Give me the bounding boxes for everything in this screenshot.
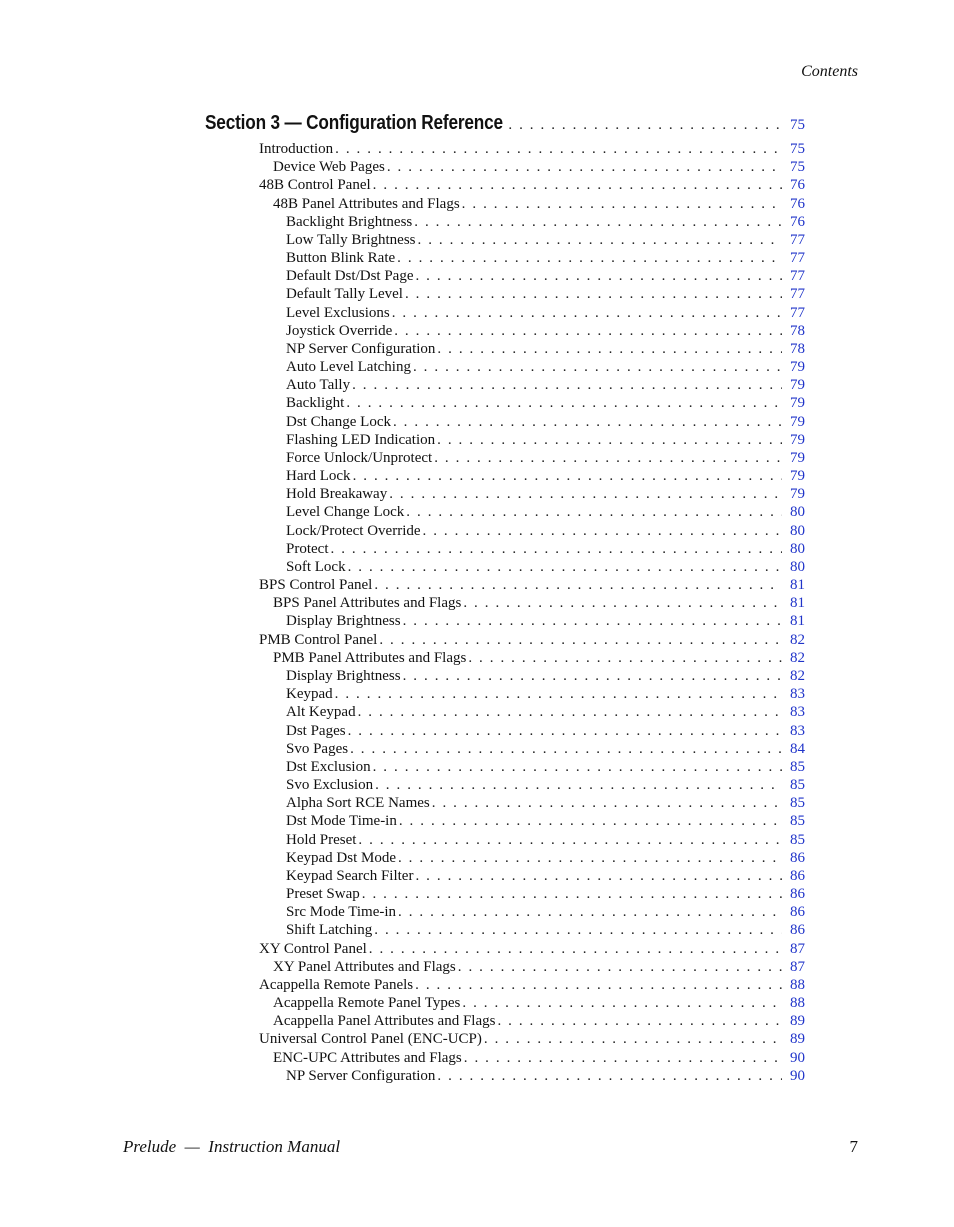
toc-entry[interactable]: [0, 577, 805, 595]
toc-page-link[interactable]: 83: [790, 722, 805, 739]
toc-entry-title: Default Dst/Dst Page: [286, 268, 414, 285]
toc-page-link[interactable]: 80: [790, 522, 805, 539]
toc-entry-title: Hold Preset: [286, 831, 357, 848]
running-head: Contents: [801, 63, 858, 80]
toc-entry-title: Keypad: [286, 686, 333, 703]
dot-leader: [413, 359, 782, 376]
toc-entry-title: PMB Panel Attributes and Flags: [273, 649, 467, 666]
dot-leader: [432, 795, 782, 812]
toc-entry-title: BPS Panel Attributes and Flags: [273, 595, 462, 612]
dot-leader: [437, 341, 782, 358]
toc-page-link[interactable]: 86: [790, 849, 805, 866]
toc-entry-title: Preset Swap: [286, 886, 360, 903]
dot-leader: [418, 232, 783, 249]
dot-leader: [348, 559, 782, 576]
dot-leader: [415, 268, 782, 285]
toc-list: [0, 141, 954, 1086]
toc-entry[interactable]: [0, 795, 805, 813]
toc-entry[interactable]: [0, 486, 805, 504]
toc-entry-title: Lock/Protect Override: [286, 522, 421, 539]
toc-entry[interactable]: [0, 432, 805, 450]
toc-entry[interactable]: [0, 341, 805, 359]
toc-page-link[interactable]: 89: [790, 1013, 805, 1030]
dot-leader: [362, 886, 782, 903]
toc-entry[interactable]: [0, 850, 805, 868]
toc-entry[interactable]: [0, 377, 805, 395]
toc-entry-title: BPS Control Panel: [259, 577, 373, 594]
toc-page-link[interactable]: 75: [790, 141, 805, 157]
toc-page-link[interactable]: 88: [790, 995, 805, 1012]
toc-entry[interactable]: [0, 1031, 805, 1049]
toc-page-link[interactable]: 76: [790, 195, 805, 212]
toc-entry[interactable]: [0, 359, 805, 377]
dot-leader: [358, 704, 782, 721]
toc-page-link[interactable]: 80: [790, 558, 805, 575]
toc-page-link[interactable]: 82: [790, 649, 805, 666]
dot-leader: [463, 595, 782, 612]
dot-leader: [358, 832, 782, 849]
toc-page-link[interactable]: 83: [790, 704, 805, 721]
toc-entry-title: Backlight Brightness: [286, 213, 413, 230]
footer-page-number: 7: [849, 1137, 858, 1156]
toc-entry[interactable]: [0, 268, 805, 286]
dot-leader: [398, 850, 782, 867]
toc-entry[interactable]: [0, 886, 805, 904]
toc-entry[interactable]: [0, 1013, 805, 1031]
toc-entry-title: Keypad Search Filter: [286, 867, 414, 884]
toc-entry-title: Acappella Panel Attributes and Flags: [273, 1013, 496, 1030]
toc-page-link[interactable]: 86: [790, 867, 805, 884]
toc-page-link[interactable]: 81: [790, 577, 805, 594]
dot-leader: [392, 305, 782, 322]
toc-entry-title: Display Brightness: [286, 613, 401, 630]
toc-entry[interactable]: [0, 632, 805, 650]
dot-leader: [379, 632, 782, 649]
dot-leader: [352, 377, 782, 394]
toc-entry-title: XY Panel Attributes and Flags: [273, 958, 456, 975]
dot-leader: [462, 196, 782, 213]
section-page-link[interactable]: 75: [790, 117, 805, 133]
toc-entry[interactable]: [0, 977, 805, 995]
dot-leader: [415, 868, 782, 885]
toc-entry[interactable]: [0, 686, 805, 704]
toc-entry-title: Backlight: [286, 395, 345, 412]
toc-page-link[interactable]: 80: [790, 504, 805, 521]
dot-leader: [394, 323, 782, 340]
toc-entry[interactable]: [0, 159, 805, 177]
dot-leader: [462, 995, 782, 1012]
toc-page-link[interactable]: 79: [790, 395, 805, 412]
toc-page-link[interactable]: 86: [790, 904, 805, 921]
toc-entry-title: Display Brightness: [286, 667, 401, 684]
dot-leader: [348, 723, 782, 740]
toc-page-link[interactable]: 76: [790, 177, 805, 194]
toc-entry[interactable]: [0, 232, 805, 250]
dot-leader: [437, 432, 782, 449]
toc-entry-title: XY Control Panel: [259, 940, 367, 957]
dot-leader: [373, 177, 782, 194]
toc-entry[interactable]: [0, 141, 805, 159]
toc-entry-title: Level Exclusions: [286, 304, 390, 321]
toc-page-link[interactable]: 76: [790, 213, 805, 230]
toc-page-link[interactable]: 84: [790, 740, 805, 757]
toc-entry-title: Alpha Sort RCE Names: [286, 795, 430, 812]
toc-entry-title: NP Server Configuration: [286, 340, 436, 357]
toc-entry-title: Auto Tally: [286, 377, 351, 394]
toc-entry-title: Soft Lock: [286, 558, 346, 575]
dot-leader: [434, 450, 782, 467]
toc-entry-title: Dst Pages: [286, 722, 346, 739]
toc-entry[interactable]: [0, 395, 805, 413]
toc-entry[interactable]: [0, 832, 805, 850]
toc-page-link[interactable]: 86: [790, 886, 805, 903]
toc-entry-title: Low Tally Brightness: [286, 231, 416, 248]
toc-entry-title: ENC-UPC Attributes and Flags: [273, 1049, 462, 1066]
toc-entry[interactable]: [0, 541, 805, 559]
toc-entry[interactable]: [0, 868, 805, 886]
dot-leader: [403, 668, 782, 685]
toc-entry[interactable]: [0, 286, 805, 304]
toc-page-link[interactable]: 79: [790, 486, 805, 503]
dot-leader: [335, 686, 782, 703]
toc-entry-title: Dst Mode Time-in: [286, 813, 397, 830]
toc-page-link[interactable]: 81: [790, 595, 805, 612]
dot-leader: [374, 577, 782, 594]
toc-page-link[interactable]: 78: [790, 322, 805, 339]
toc-page-link[interactable]: 90: [790, 1049, 805, 1066]
dot-leader: [403, 613, 782, 630]
dot-leader: [464, 1050, 782, 1067]
toc-entry[interactable]: [0, 250, 805, 268]
dot-leader: [468, 650, 782, 667]
toc-page-link[interactable]: 87: [790, 958, 805, 975]
toc-entry[interactable]: [0, 595, 805, 613]
toc-entry[interactable]: [0, 177, 805, 195]
toc-entry-title: Flashing LED Indication: [286, 431, 436, 448]
dot-leader: [393, 414, 782, 431]
toc-page-link[interactable]: 79: [790, 413, 805, 430]
dot-leader: [508, 117, 782, 134]
toc-page-link[interactable]: 79: [790, 431, 805, 448]
toc-page-link[interactable]: 75: [790, 159, 805, 176]
toc-page-link[interactable]: 85: [790, 831, 805, 848]
dot-leader: [398, 904, 782, 921]
toc-entry[interactable]: [0, 904, 805, 922]
toc-entry[interactable]: [0, 1068, 805, 1086]
dot-leader: [346, 395, 782, 412]
toc-entry[interactable]: [0, 813, 805, 831]
toc-entry-title: Acappella Remote Panels: [259, 976, 414, 993]
toc-entry[interactable]: [0, 959, 805, 977]
toc-entry-title: Introduction: [259, 141, 334, 157]
toc-page-link[interactable]: 86: [790, 922, 805, 939]
toc-section-heading[interactable]: [205, 112, 805, 135]
toc-entry[interactable]: [0, 523, 805, 541]
toc-page-link[interactable]: 88: [790, 976, 805, 993]
dot-leader: [389, 486, 782, 503]
toc-page-link[interactable]: 81: [790, 613, 805, 630]
toc-entry[interactable]: [0, 1050, 805, 1068]
toc-page-link[interactable]: 82: [790, 631, 805, 648]
toc-page-link[interactable]: 77: [790, 268, 805, 285]
toc-entry-title: Acappella Remote Panel Types: [273, 995, 461, 1012]
toc-page-link[interactable]: 85: [790, 777, 805, 794]
toc-entry[interactable]: [0, 414, 805, 432]
toc-entry[interactable]: [0, 941, 805, 959]
dot-leader: [406, 504, 782, 521]
toc-entry-title: Keypad Dst Mode: [286, 849, 396, 866]
toc-entry[interactable]: [0, 323, 805, 341]
toc-page-link[interactable]: 90: [790, 1067, 805, 1084]
toc-entry-title: Hold Breakaway: [286, 486, 388, 503]
dot-leader: [387, 159, 782, 176]
toc-entry-title: NP Server Configuration: [286, 1067, 436, 1084]
toc-entry-title: Alt Keypad: [286, 704, 356, 721]
toc-entry[interactable]: [0, 559, 805, 577]
dot-leader: [484, 1031, 782, 1048]
toc-entry-title: Device Web Pages: [273, 159, 385, 176]
toc-entry-title: 48B Panel Attributes and Flags: [273, 195, 460, 212]
toc-entry-title: PMB Control Panel: [259, 631, 378, 648]
dot-leader: [437, 1068, 782, 1085]
toc-entry-title: Hard Lock: [286, 468, 351, 485]
dot-leader: [373, 759, 782, 776]
dot-leader: [458, 959, 782, 976]
toc-entry[interactable]: [0, 305, 805, 323]
toc-page-link[interactable]: 79: [790, 449, 805, 466]
toc-entry[interactable]: [0, 468, 805, 486]
toc-page-link[interactable]: 77: [790, 250, 805, 267]
toc-entry-title: Svo Pages: [286, 740, 349, 757]
toc-entry-title: Button Blink Rate: [286, 250, 396, 267]
toc-entry[interactable]: [0, 723, 805, 741]
dot-leader: [415, 977, 782, 994]
toc-entry-title: Shift Latching: [286, 922, 373, 939]
toc-entry[interactable]: [0, 741, 805, 759]
toc-page-link[interactable]: 78: [790, 340, 805, 357]
toc-entry[interactable]: [0, 704, 805, 722]
toc-page-link[interactable]: 89: [790, 1031, 805, 1048]
toc-entry-title: Dst Exclusion: [286, 758, 371, 775]
toc-entry[interactable]: [0, 450, 805, 468]
dot-leader: [397, 250, 782, 267]
dot-leader: [414, 214, 782, 231]
dot-leader: [335, 141, 782, 158]
dot-leader: [375, 777, 782, 794]
section-title: Section 3 — Configuration Reference: [205, 112, 503, 134]
toc-page-link[interactable]: 85: [790, 795, 805, 812]
toc-entry-title: Auto Level Latching: [286, 359, 411, 376]
dot-leader: [405, 286, 782, 303]
dot-leader: [350, 741, 782, 758]
toc-entry[interactable]: [0, 668, 805, 686]
dot-leader: [423, 523, 782, 540]
toc-page-link[interactable]: 77: [790, 286, 805, 303]
toc-page-link[interactable]: 79: [790, 468, 805, 485]
toc-page-link[interactable]: 82: [790, 667, 805, 684]
toc-entry-title: Force Unlock/Unprotect: [286, 449, 433, 466]
toc-page-link[interactable]: 85: [790, 813, 805, 830]
toc-entry[interactable]: [0, 196, 805, 214]
toc-page-link[interactable]: 85: [790, 758, 805, 775]
toc-page-link[interactable]: 83: [790, 686, 805, 703]
toc-entry[interactable]: [0, 759, 805, 777]
dot-leader: [497, 1013, 782, 1030]
dot-leader: [331, 541, 783, 558]
toc-page-link[interactable]: 80: [790, 540, 805, 557]
toc-entry-title: Src Mode Time-in: [286, 904, 397, 921]
toc-entry-title: Svo Exclusion: [286, 777, 374, 794]
toc-page-link[interactable]: 77: [790, 231, 805, 248]
toc-entry-title: Joystick Override: [286, 322, 393, 339]
toc-entry[interactable]: [0, 650, 805, 668]
dot-leader: [399, 813, 782, 830]
toc-entry-title: Universal Control Panel (ENC-UCP): [259, 1031, 482, 1048]
toc-entry[interactable]: [0, 504, 805, 522]
toc-entry-title: 48B Control Panel: [259, 177, 371, 194]
toc-entry[interactable]: [0, 922, 805, 940]
toc-entry[interactable]: [0, 777, 805, 795]
dot-leader: [369, 941, 782, 958]
toc-entry-title: Default Tally Level: [286, 286, 403, 303]
dot-leader: [374, 922, 782, 939]
toc-entry-title: Protect: [286, 540, 329, 557]
toc-entry[interactable]: [0, 613, 805, 631]
toc-entry[interactable]: [0, 995, 805, 1013]
toc-page-link[interactable]: 87: [790, 940, 805, 957]
toc-entry-title: Level Change Lock: [286, 504, 405, 521]
toc-page-link[interactable]: 79: [790, 377, 805, 394]
toc-page-link[interactable]: 77: [790, 304, 805, 321]
dot-leader: [353, 468, 782, 485]
toc-page-link[interactable]: 79: [790, 359, 805, 376]
toc-entry-title: Dst Change Lock: [286, 413, 391, 430]
toc-entry[interactable]: [0, 214, 805, 232]
footer-manual-title: Prelude — Instruction Manual: [123, 1137, 341, 1156]
